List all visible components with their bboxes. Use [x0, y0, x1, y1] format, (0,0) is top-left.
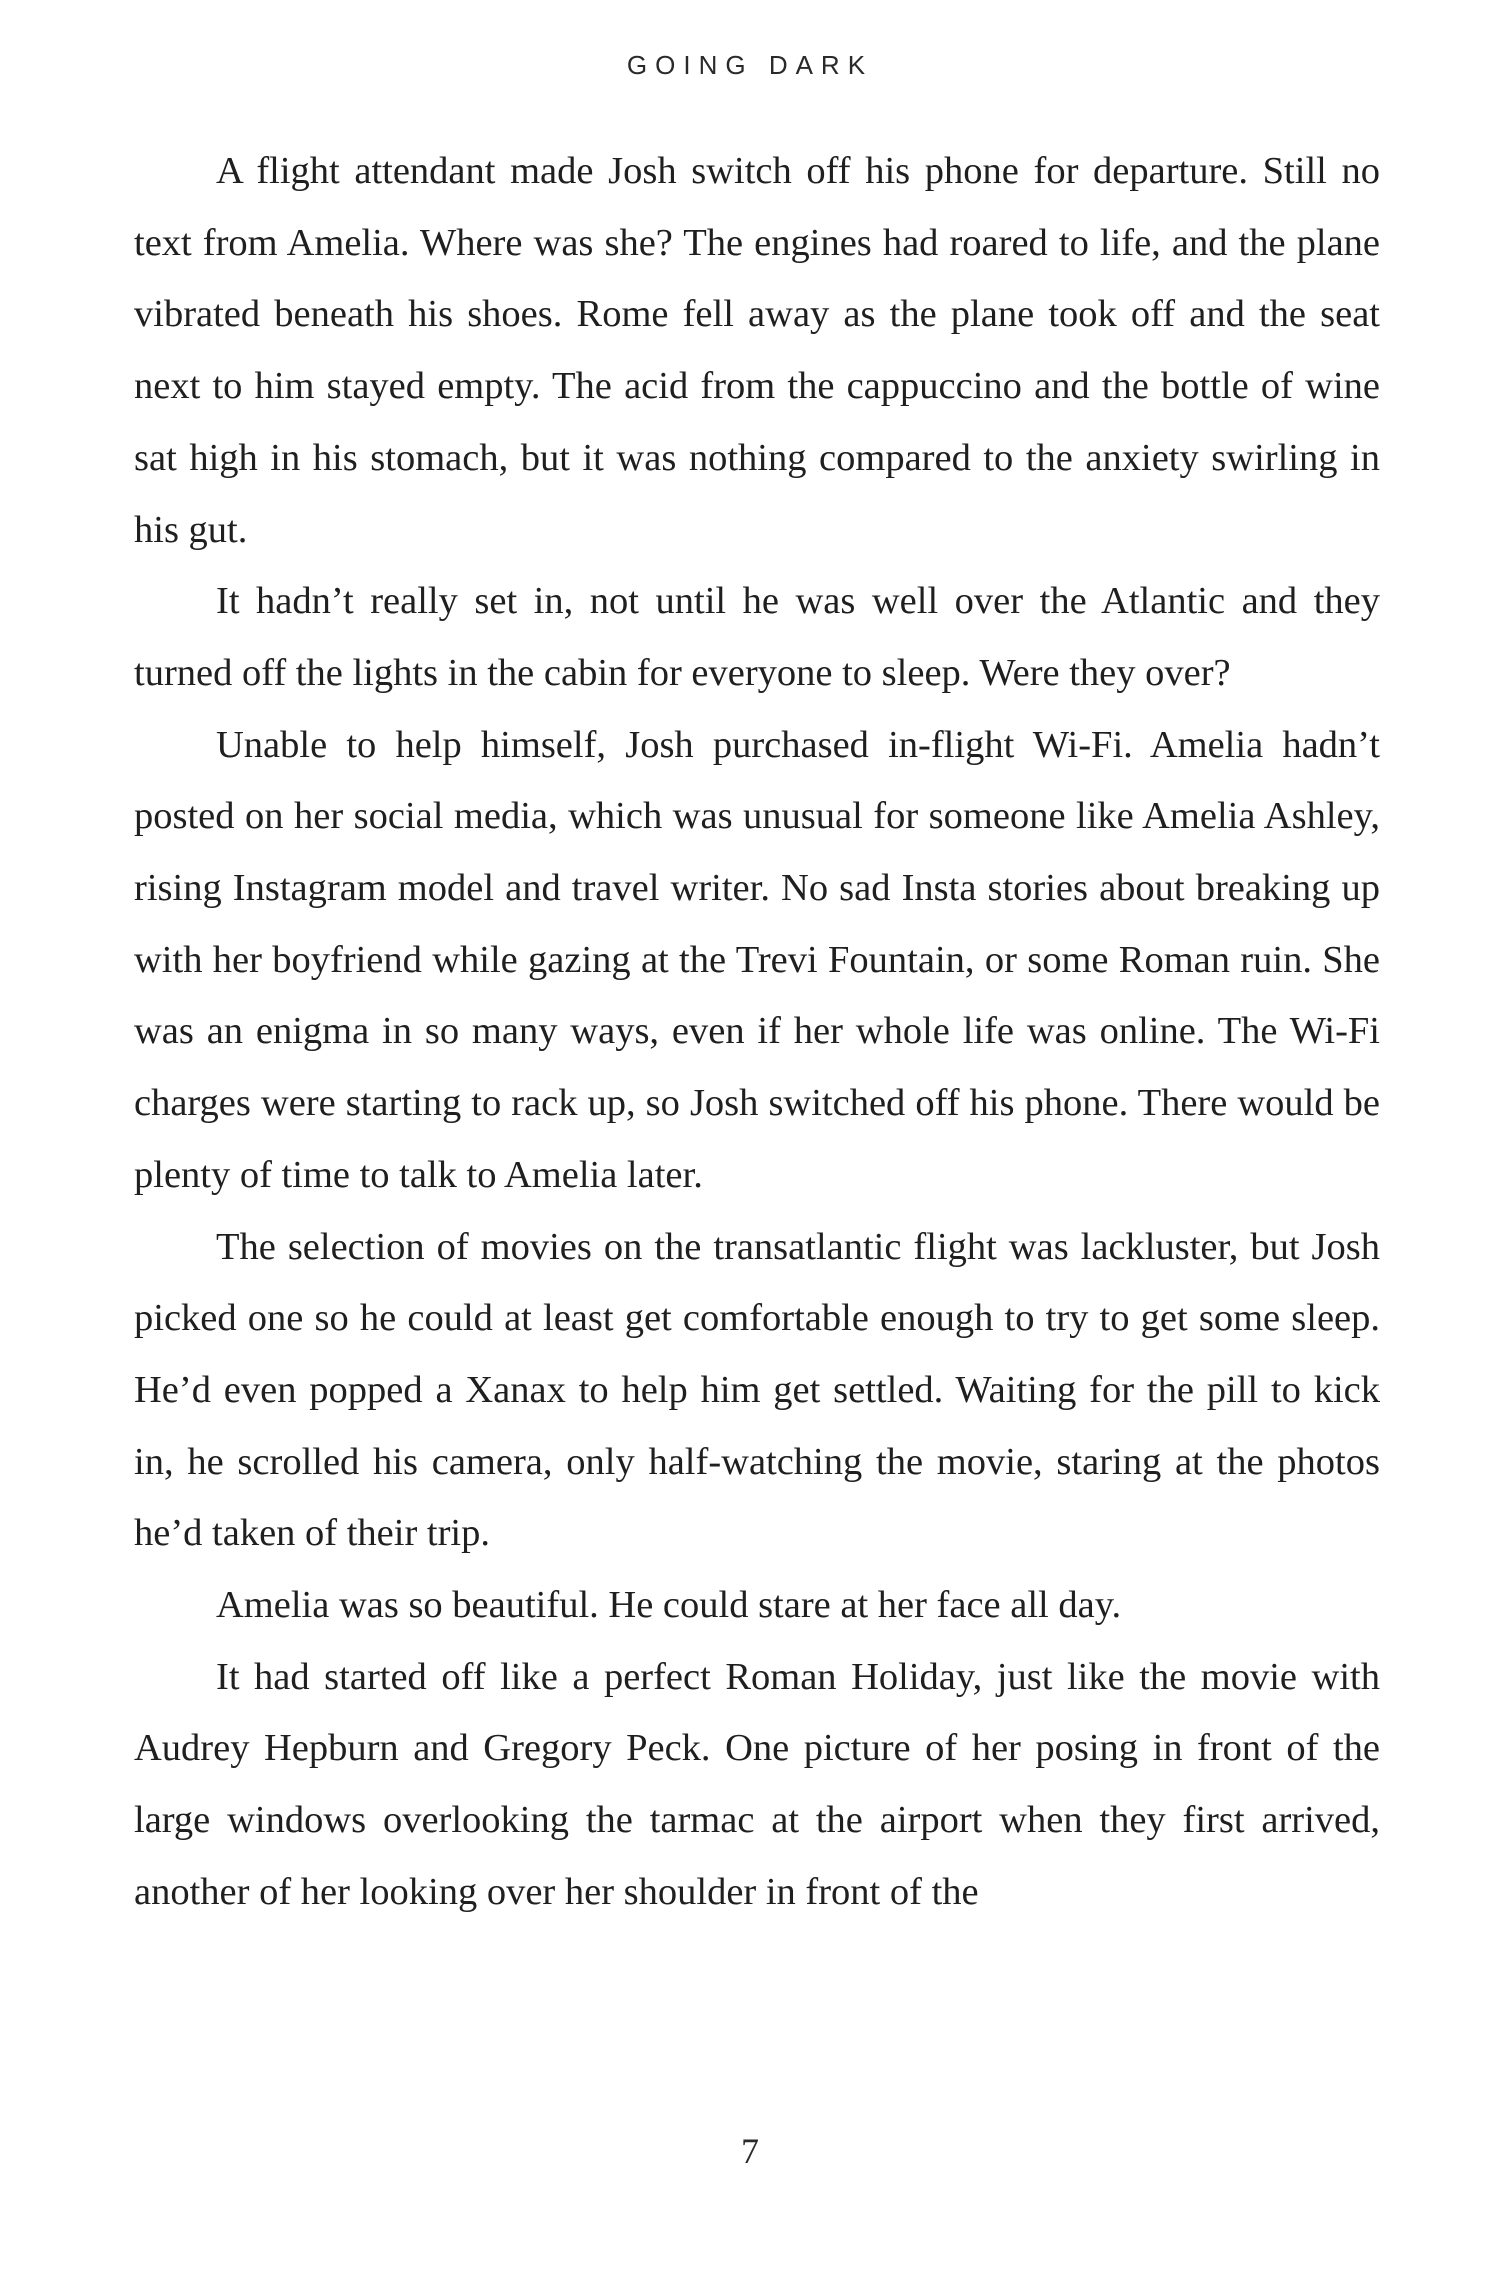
body-text	[134, 136, 1380, 1929]
paragraph: Amelia was so beautiful. He could stare at her face all day.	[216, 1584, 1122, 1627]
paragraph: Unable to help himself, Josh purchased in-flight Wi-Fi. Amelia hadn’t posted on her social media, which was unusual for someone like Amelia Ashley, rising Instagram model and travel writer. No sad Insta stories about breaking up with her boyfriend while gazing at the Trevi Fountain, or some Roman ruin. She was an enigma in so many ways, even if her whole life was online. The Wi-Fi charges were starting to rack up, so Josh switched off his phone. There would be plenty of time to talk to Amelia later.	[134, 723, 1380, 1196]
paragraph: The selection of movies on the transatlantic flight was lackluster, but Josh picked one so he could at least get comfortable enough to try to get some sleep. He’d even popped a Xanax to help him get settled. Waiting for the pill to kick in, he scrolled his camera, only half-watching the movie, staring at the photos he’d taken of their trip.	[134, 1225, 1380, 1555]
running-head: GOING DARK	[626, 50, 874, 80]
paragraph: It hadn’t really set in, not until he was well over the Atlantic and they turned off the lights in the cabin for everyone to sleep. Were they over?	[134, 580, 1380, 694]
page-number: 7	[741, 2131, 759, 2171]
paragraph: It had started off like a perfect Roman Holiday, just like the movie with Audrey Hepburn and Gregory Peck. One picture of her posing in front of the large windows overlooking the tarmac at the airport when they first arrived, another of her looking over her shoulder in front of the	[134, 1655, 1380, 1913]
paragraph: A flight attendant made Josh switch off his phone for departure. Still no text from Amelia. Where was she? The engines had roared to life, and the plane vibrated beneath his shoes. Rome fell away as the plane took off and the seat next to him stayed empty. The acid from the cappuccino and the bottle of wine sat high in his stomach, but it was nothing compared to the anxiety swirling in his gut.	[134, 150, 1380, 551]
